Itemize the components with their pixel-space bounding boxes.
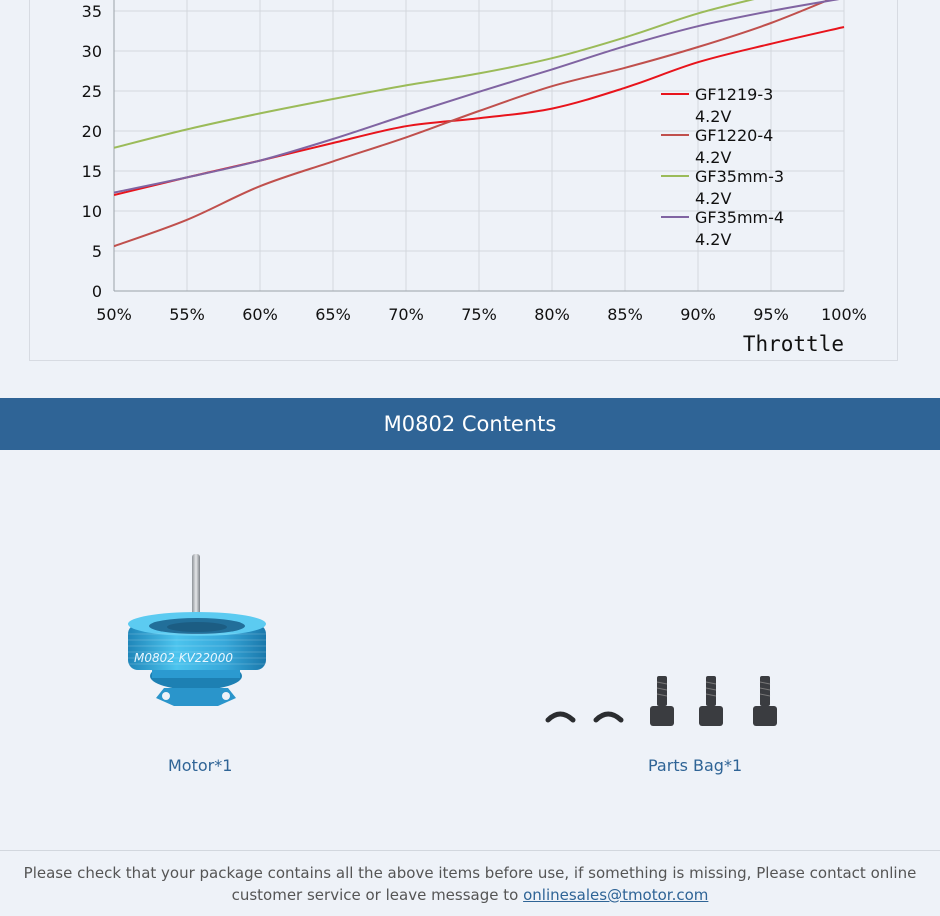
- x-tick-label: 75%: [461, 305, 497, 324]
- footer-note: [20, 862, 920, 906]
- y-tick-label: 10: [81, 202, 102, 221]
- x-tick-label: 80%: [534, 305, 570, 324]
- y-tick-label: 0: [91, 282, 102, 301]
- motor-item: [118, 548, 278, 718]
- email-link[interactable]: onlinesales@tmotor.com: [523, 886, 709, 904]
- x-tick-label: 60%: [242, 305, 278, 324]
- y-tick-label: 30: [81, 42, 102, 61]
- y-tick-label: 25: [81, 82, 102, 101]
- contents-header: [0, 398, 940, 450]
- legend-label: GF1219-3: [695, 85, 774, 104]
- x-tick-label: 100%: [821, 305, 867, 324]
- motor-label: Motor*1: [168, 756, 233, 775]
- y-tick-label: 20: [81, 122, 102, 141]
- x-tick-label: 90%: [680, 305, 716, 324]
- parts-bag-image: [540, 668, 785, 730]
- legend-label: 4.2V: [695, 230, 732, 249]
- x-tick-label: 50%: [96, 305, 132, 324]
- y-tick-label: 15: [81, 162, 102, 181]
- legend-label: 4.2V: [695, 107, 732, 126]
- x-tick-label: 55%: [169, 305, 205, 324]
- x-tick-label: 85%: [607, 305, 643, 324]
- x-tick-label: 70%: [388, 305, 424, 324]
- legend-label: 4.2V: [695, 189, 732, 208]
- x-tick-label: 65%: [315, 305, 351, 324]
- x-axis-title: Throttle: [742, 332, 844, 356]
- chart-panel: [29, 0, 898, 361]
- svg-text:M0802 KV22000: M0802 KV22000: [134, 651, 233, 665]
- legend-label: GF35mm-4: [695, 208, 785, 227]
- contents-title: M0802 Contents: [383, 412, 557, 436]
- footer-divider: [0, 850, 940, 851]
- footer-note-text: Please check that your package contains all the above items before use, if something is missing, Please contact online customer service or leave message to: [23, 864, 917, 904]
- motor-image: [118, 548, 278, 718]
- legend-label: 4.2V: [695, 148, 732, 167]
- y-tick-label: 35: [81, 2, 102, 21]
- legend-label: GF35mm-3: [695, 167, 785, 186]
- parts-bag-label: Parts Bag*1: [648, 756, 743, 775]
- x-tick-label: 95%: [753, 305, 789, 324]
- y-tick-label: 5: [91, 242, 102, 261]
- legend-label: GF1220-4: [695, 126, 774, 145]
- throttle-chart: [30, 0, 899, 361]
- parts-bag-item: [540, 668, 785, 730]
